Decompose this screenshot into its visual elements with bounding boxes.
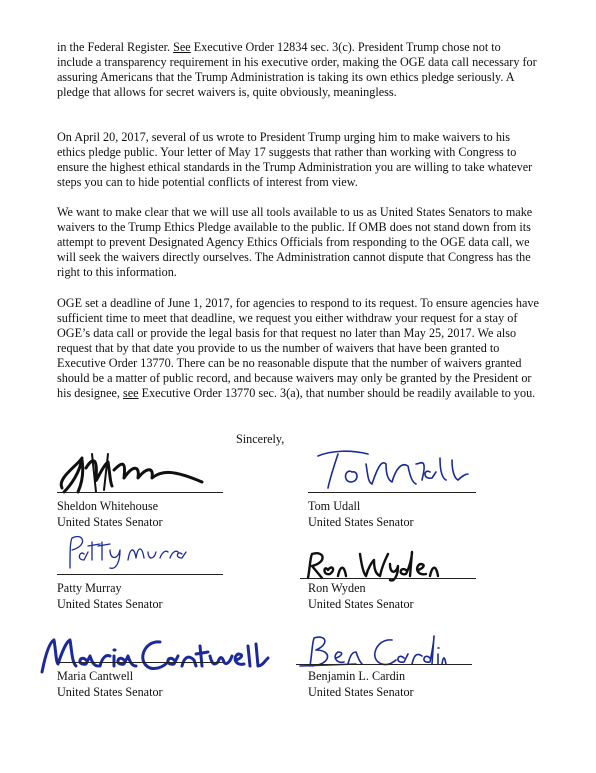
signer-name: Tom Udall <box>308 499 361 513</box>
signature-whitehouse <box>52 448 212 498</box>
signer-cantwell <box>57 668 163 700</box>
closing-salutation: Sincerely, <box>236 432 285 446</box>
signature-cardin <box>296 630 446 672</box>
paragraph-text: in the Federal Register. <box>57 40 174 54</box>
signer-name: Patty Murray <box>57 581 122 595</box>
signature-line <box>57 492 223 493</box>
signature-line <box>296 664 472 665</box>
signature-murray <box>62 532 192 572</box>
signature-wyden <box>302 548 452 582</box>
signer-title: United States Senator <box>57 685 163 699</box>
paragraph-text: We want to make clear that we will use all tools available to us as United States Senators to make waivers to the Trump Ethics Pledge available to the public. If OMB does not stand down from its attempt to prevent Designated Agency Ethics Officials from responding to the OGE data call, we will seek the waivers directly ourselves. The Administration cannot dispute that Congress has the right to this information. <box>57 205 533 279</box>
paragraph-text: On April 20, 2017, several of us wrote to President Trump urging him to make waivers to his ethics pledge public. Your letter of May 17 suggests that rather than working with Congress to ensure the highest ethical standards in the Trump Administration you are willing to take whatever steps you can to hide potential conflicts of interest from view. <box>57 130 533 189</box>
paragraph-3 <box>57 205 539 280</box>
paragraph-4 <box>57 296 539 401</box>
paragraph-text: OGE set a deadline of June 1, 2017, for agencies to respond to its request. To ensure agencies have sufficient time to meet that deadline, we request you either withdraw your request for a stay of OGE’s data call or provide the legal basis for that request no later than May 25, 2017. We also request that by that date you provide to us the number of waivers that have been granted to Executive Order 13770. There can be no reasonable dispute that the number of waivers granted should be a matter of public record, and because waivers may only be granted by the President or his designee, <box>57 296 539 400</box>
signer-name: Maria Cantwell <box>57 669 134 683</box>
signature-line <box>308 492 476 493</box>
signer-name: Ron Wyden <box>308 581 366 595</box>
paragraph-1 <box>57 40 539 100</box>
signer-title: United States Senator <box>57 597 163 611</box>
paragraph-text: Executive Order 13770 sec. 3(a), that number should be readily available to you. <box>138 386 536 400</box>
signer-cardin <box>308 668 414 700</box>
signer-name: Benjamin L. Cardin <box>308 669 406 683</box>
signature-line <box>57 574 223 575</box>
signer-title: United States Senator <box>57 515 163 529</box>
paragraph-2 <box>57 130 539 190</box>
paragraph-text: Executive Order 12834 sec. 3(c). President Trump chose not to include a transparency requirement in his executive order, making the OGE data call necessary for assuring Americans that the Trump Administration is taking its own ethics pledge seriously. A pledge that allows for secret waivers is, quite obviously, meaningless. <box>57 40 537 99</box>
signer-title: United States Senator <box>308 597 414 611</box>
signer-title: United States Senator <box>308 685 414 699</box>
signer-murray <box>57 580 163 612</box>
citation-signal: see <box>123 386 139 400</box>
signer-udall <box>308 498 414 530</box>
signature-udall <box>312 446 472 492</box>
signature-line <box>300 578 476 579</box>
signer-title: United States Senator <box>308 515 414 529</box>
signer-wyden <box>308 580 414 612</box>
signature-line <box>57 662 223 663</box>
signer-whitehouse <box>57 498 163 530</box>
signer-name: Sheldon Whitehouse <box>57 499 158 513</box>
citation-signal: See <box>173 40 191 54</box>
